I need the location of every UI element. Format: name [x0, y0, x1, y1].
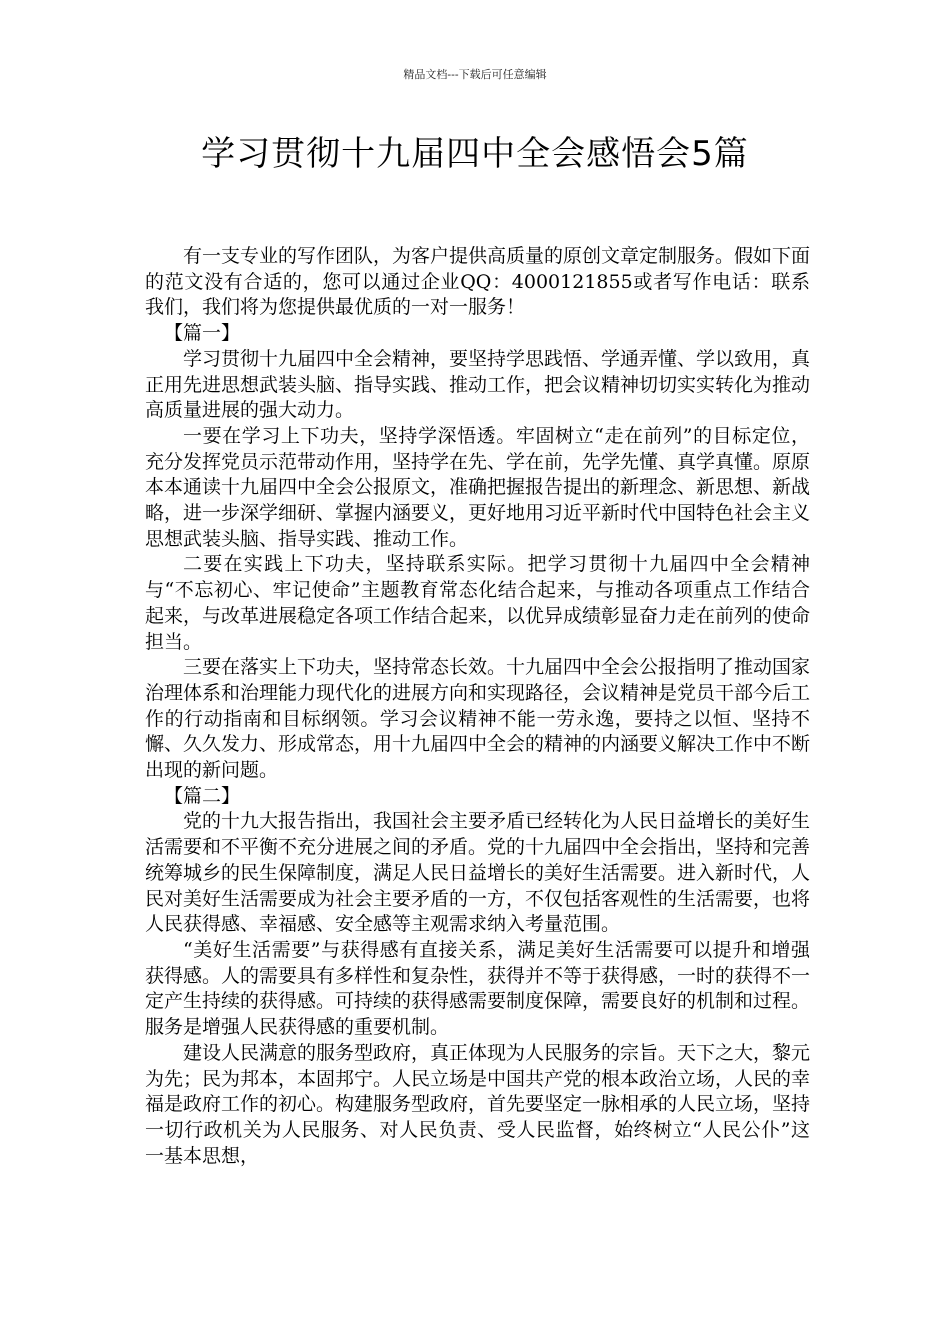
- document-body: [145, 244, 810, 1169]
- paragraph: “美好生活需要”与获得感有直接关系，满足美好生活需要可以提升和增强获得感。人的需要具有多样性和复杂性，获得并不等于获得感，一时的获得不一定产生持续的获得感。可持续的获得感需要制度保障，需要良好的机制和过程。服务是增强人民获得感的重要机制。: [145, 938, 811, 1039]
- section-heading-1: 【篇一】: [164, 322, 241, 345]
- paragraph: 三要在落实上下功夫，坚持常态长效。十九届四中全会公报指明了推动国家治理体系和治理能力现代化的进展方向和实现路径，会议精神是党员干部今后工作的行动指南和目标纲领。学习会议精神不能一劳永逸，要持之以恒、坚持不懈、久久发力、形成常态，用十九届四中全会的精神的内涵要义解决工作中不断出现的新问题。: [145, 656, 811, 782]
- section-heading-2: 【篇二】: [164, 784, 241, 807]
- intro-paragraph: 有一支专业的写作团队，为客户提供高质量的原创文章定制服务。假如下面的范文没有合适的，您可以通过企业QQ：4000121855或者写作电话：联系我们，我们将为您提供最优质的一对一服务！: [145, 245, 811, 319]
- paragraph: 党的十九大报告指出，我国社会主要矛盾已经转化为人民日益增长的美好生活需要和不平衡不充分进展之间的矛盾。党的十九届四中全会指出，坚持和完善统筹城乡的民生保障制度，满足人民日益增长的美好生活需要。进入新时代，人民对美好生活需要成为社会主要矛盾的一方，不仅包括客观性的生活需要，也将人民获得感、幸福感、安全感等主观需求纳入考量范围。: [145, 810, 811, 936]
- header-note: 精品文档---下载后可任意编辑: [403, 68, 547, 81]
- paragraph: 学习贯彻十九届四中全会精神，要坚持学思践悟、学通弄懂、学以致用，真正用先进思想武装头脑、指导实践、推动工作，把会议精神切切实实转化为推动高质量进展的强大动力。: [145, 347, 811, 422]
- paragraph: 建设人民满意的服务型政府，真正体现为人民服务的宗旨。天下之大，黎元为先；民为邦本，本固邦宁。人民立场是中国共产党的根本政治立场，人民的幸福是政府工作的初心。构建服务型政府，首先要坚定一脉相承的人民立场，坚持一切行政机关为人民服务、对人民负责、受人民监督，始终树立“人民公仆”这一基本思想，: [145, 1041, 811, 1167]
- paragraph: 二要在实践上下功夫，坚持联系实际。把学习贯彻十九届四中全会精神与“不忘初心、牢记使命”主题教育常态化结合起来，与推动各项重点工作结合起来，与改革进展稳定各项工作结合起来，以优异成绩彰显奋力走在前列的使命担当。: [145, 553, 811, 653]
- paragraph: 一要在学习上下功夫，坚持学深悟透。牢固树立“走在前列”的目标定位，充分发挥党员示范带动作用，坚持学在先、学在前，先学先懂、真学真懂。原原本本通读十九届四中全会公报原文，准确把握报告提出的新理念、新思想、新战略，进一步深学细研、掌握内涵要义，更好地用习近平新时代中国特色社会主义思想武装头脑、指导实践、推动工作。: [145, 424, 811, 550]
- document-title: 学习贯彻十九届四中全会感悟会5篇: [201, 134, 749, 174]
